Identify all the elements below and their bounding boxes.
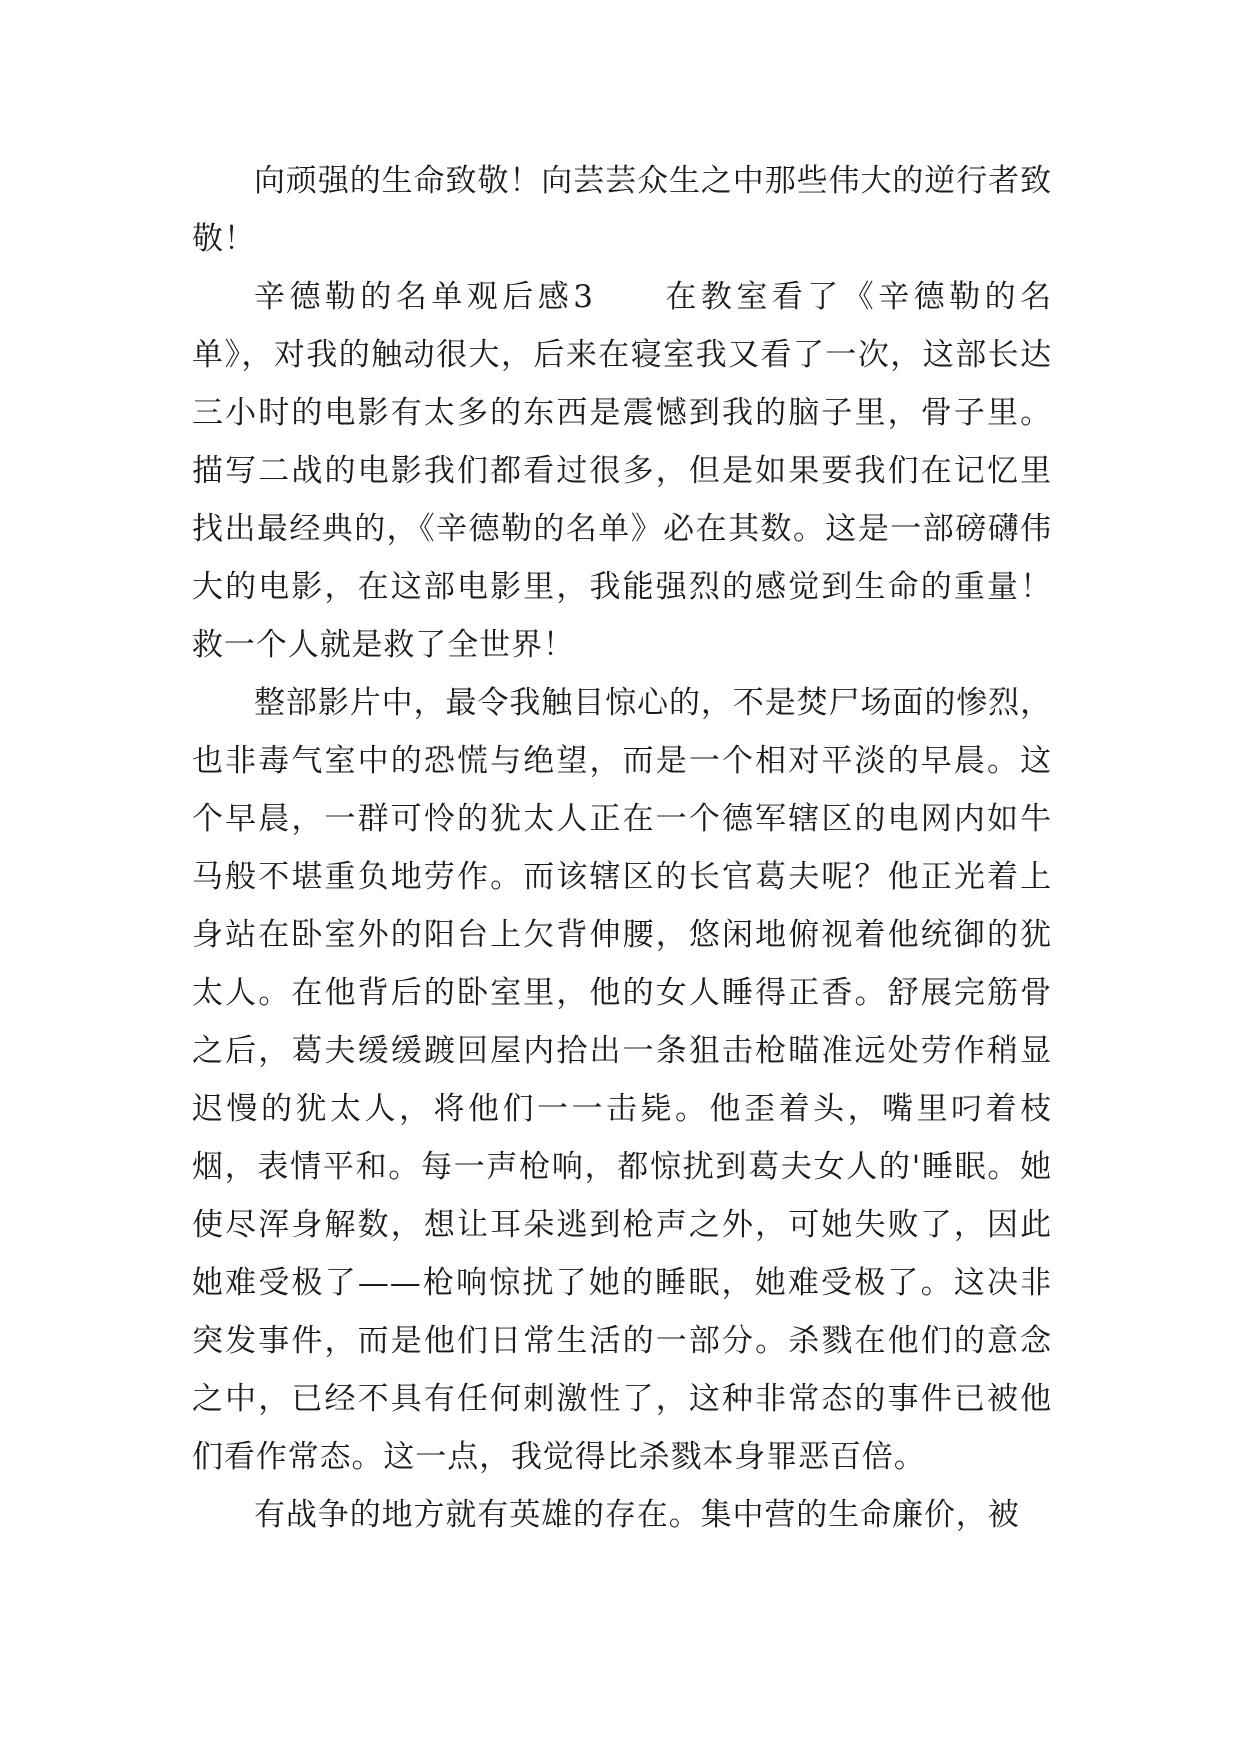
review-intro-text: 在教室看了《辛德勒的名单》，对我的触动很大，后来在寝室我又看了一次，这部长达三小时的电影有太多的东西是震憾到我的脑子里，骨子里。描写二战的电影我们都看过很多，但是如果要我们在记忆里找出最经典的，《辛德勒的名单》必在其数。这是一部磅礴伟大的电影，在这部电影里，我能强烈的感觉到生命的重量！救一个人就是救了全世界！ <box>192 279 1052 663</box>
paragraph-tribute: 向顽强的生命致敬！向芸芸众生之中那些伟大的逆行者致敬！ <box>192 163 1052 257</box>
paragraph-heroes: 有战争的地方就有英雄的存在。集中营的生命廉价，被 <box>254 1497 1020 1533</box>
review-heading: 辛德勒的名单观后感3 <box>254 279 594 315</box>
paragraph-review-3 <box>192 268 1052 674</box>
article-body <box>192 152 1052 1544</box>
paragraph-morning-scene: 整部影片中，最令我触目惊心的，不是焚尸场面的惨烈，也非毒气室中的恐慌与绝望，而是一个相对平淡的早晨。这个早晨，一群可怜的犹太人正在一个德军辖区的电网内如牛马般不堪重负地劳作。而该辖区的长官葛夫呢？他正光着上身站在卧室外的阳台上欠背伸腰，悠闲地俯视着他统御的犹太人。在他背后的卧室里，他的女人睡得正香。舒展完筋骨之后，葛夫缓缓踱回屋内拾出一条狙击枪瞄准远处劳作稍显迟慢的犹太人，将他们一一击毙。他歪着头，嘴里叼着枝烟，表情平和。每一声枪响，都惊扰到葛夫女人的'睡眠。她使尽浑身解数，想让耳朵逃到枪声之外，可她失败了，因此她难受极了——枪响惊扰了她的睡眠，她难受极了。这决非突发事件，而是他们日常生活的一部分。杀戮在他们的意念之中，已经不具有任何刺激性了，这种非常态的事件已被他们看作常态。这一点，我觉得比杀戮本身罪恶百倍。 <box>192 685 1052 1475</box>
